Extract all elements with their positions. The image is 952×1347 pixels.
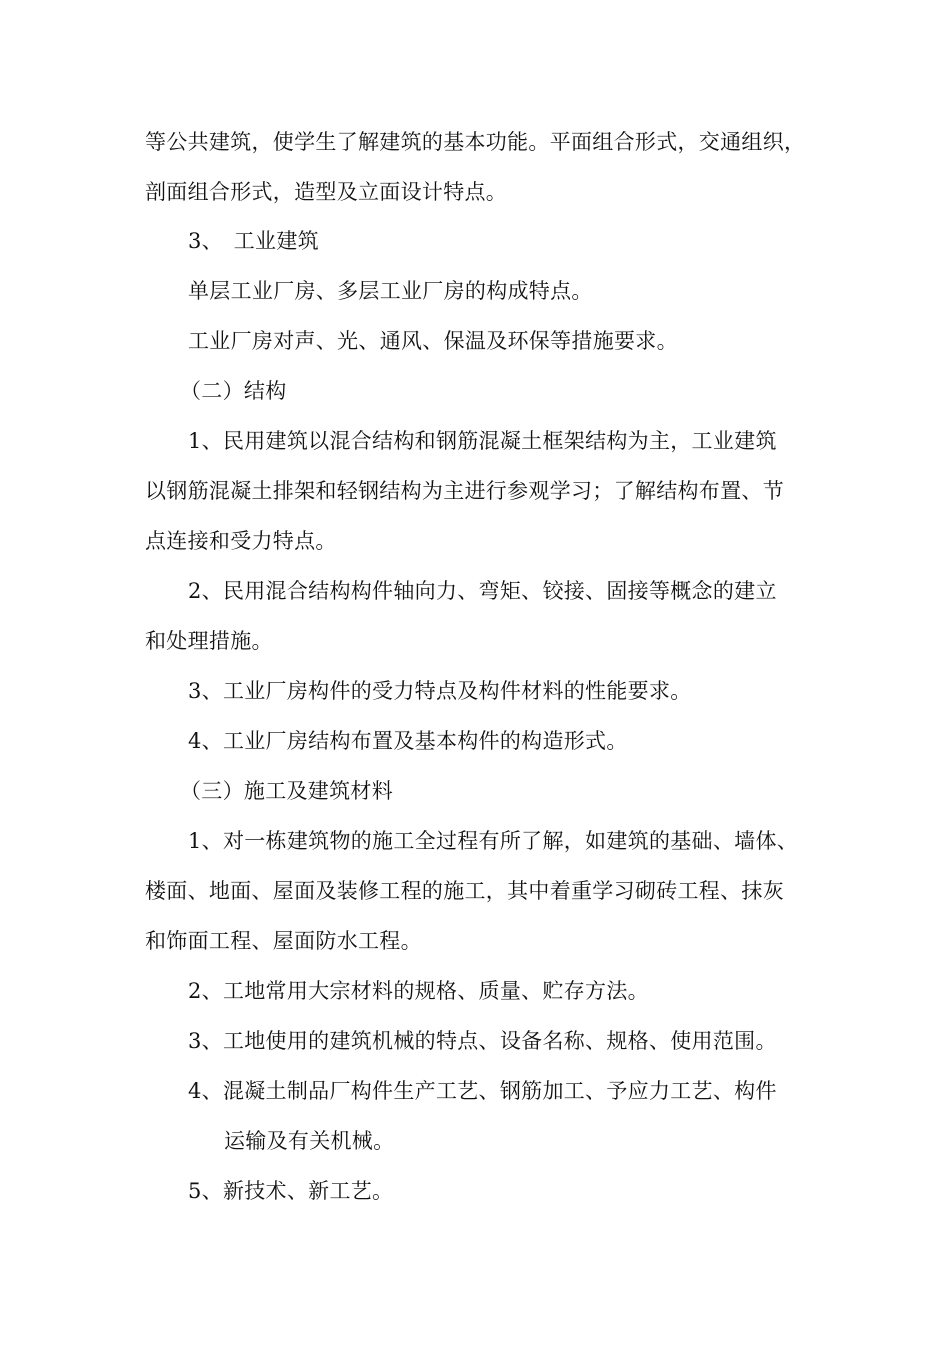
paragraph-line: 点连接和受力特点。 bbox=[145, 529, 337, 553]
paragraph-line: 1、民用建筑以混合结构和钢筋混凝土框架结构为主，工业建筑 bbox=[188, 429, 777, 453]
paragraph-line: 剖面组合形式，造型及立面设计特点。 bbox=[145, 180, 508, 204]
paragraph-line: 单层工业厂房、多层工业厂房的构成特点。 bbox=[188, 279, 593, 303]
paragraph-line: 工业厂房对声、光、通风、保温及环保等措施要求。 bbox=[188, 329, 678, 353]
section-heading-structure: （二）结构 bbox=[180, 379, 287, 403]
section-heading-construction: （三）施工及建筑材料 bbox=[180, 779, 393, 803]
paragraph-line: 2、民用混合结构构件轴向力、弯矩、铰接、固接等概念的建立 bbox=[188, 579, 777, 603]
paragraph-line: 和饰面工程、屋面防水工程。 bbox=[145, 929, 422, 953]
paragraph-line: 3、工业厂房构件的受力特点及构件材料的性能要求。 bbox=[188, 679, 692, 703]
paragraph-line: 4、混凝土制品厂构件生产工艺、钢筋加工、予应力工艺、构件 bbox=[188, 1079, 777, 1103]
paragraph-line: 等公共建筑，使学生了解建筑的基本功能。平面组合形式，交通组织， bbox=[145, 130, 806, 154]
paragraph-line: 2、工地常用大宗材料的规格、质量、贮存方法。 bbox=[188, 979, 649, 1003]
paragraph-line: 4、工业厂房结构布置及基本构件的构造形式。 bbox=[188, 729, 628, 753]
paragraph-line: 1、对一栋建筑物的施工全过程有所了解，如建筑的基础、墙体、 bbox=[188, 829, 799, 853]
paragraph-line: 和处理措施。 bbox=[145, 629, 273, 653]
paragraph-line: 楼面、地面、屋面及装修工程的施工，其中着重学习砌砖工程、抹灰 bbox=[145, 879, 784, 903]
paragraph-line: 以钢筋混凝土排架和轻钢结构为主进行参观学习；了解结构布置、节 bbox=[145, 479, 784, 503]
paragraph-line: 运输及有关机械。 bbox=[224, 1129, 395, 1153]
paragraph-line: 5、新技术、新工艺。 bbox=[188, 1179, 394, 1203]
paragraph-line: 3、工地使用的建筑机械的特点、设备名称、规格、使用范围。 bbox=[188, 1029, 777, 1053]
section-heading-industrial: 3、 工业建筑 bbox=[188, 229, 319, 253]
